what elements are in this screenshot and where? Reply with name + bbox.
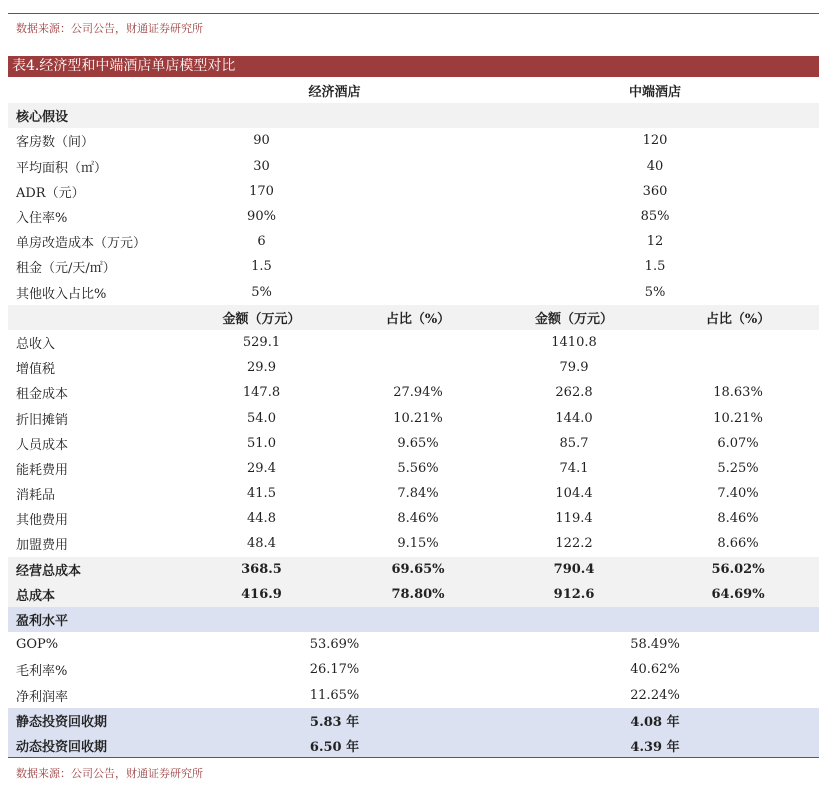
economy-value: 30 [253,158,270,174]
total-row [8,582,819,607]
midscale-value: 1.5 [644,259,666,275]
row-label: 毛利率% [16,664,68,680]
section-profit-label: 盈利水平 [8,607,819,632]
header-row [8,78,819,103]
row-label: 动态投资回收期 [8,733,178,758]
economy-share-header: 占比（%） [345,305,491,330]
midscale-value: 40.62% [630,662,680,678]
midscale-share: 5.25% [717,460,759,476]
economy-share: 5.56% [397,460,439,476]
table-row [8,179,819,204]
row-label: 折旧摊销 [16,412,69,428]
source-note-top: 数据来源：公司公告，财通证券研究所 [16,22,203,35]
row-label: 消耗品 [16,488,56,504]
table-row [8,128,819,153]
top-rule [8,13,819,14]
economy-share: 7.84% [397,486,439,502]
midscale-amount: 144.0 [555,410,593,426]
table-row [8,254,819,279]
midscale-value: 22.24% [630,687,680,703]
economy-amount: 54.0 [247,410,276,426]
hotel-model-table [8,78,819,758]
table-row [8,355,819,380]
row-label: 入住率% [16,211,68,227]
midscale-amount-header: 金额（万元） [491,305,657,330]
midscale-share: 8.46% [717,511,759,527]
economy-value: 26.17% [309,662,360,678]
row-label: ADR（元） [16,185,85,201]
economy-share: 27.94% [393,385,443,401]
midscale-amount: 1410.8 [551,334,597,350]
midscale-amount: 262.8 [555,385,593,401]
economy-amount: 48.4 [247,536,276,552]
row-label: 客房数（间） [16,135,95,151]
row-label: 平均面积（㎡） [16,160,108,176]
row-label: 加盟费用 [16,538,69,554]
economy-share: 9.65% [397,435,439,451]
economy-value: 11.65% [309,687,360,703]
table-row [8,431,819,456]
section-profit [8,607,819,632]
economy-value: 90 [253,133,270,149]
table-row [8,229,819,254]
table-row [8,657,819,682]
midscale-value: 85% [640,209,670,225]
midscale-value: 5% [644,284,666,300]
midscale-amount: 912.6 [491,582,657,607]
economy-amount: 147.8 [242,385,281,401]
midscale-share: 64.69% [657,582,819,607]
table-row [8,405,819,430]
midscale-amount: 119.4 [555,511,593,527]
row-label: 总收入 [16,336,56,352]
row-label: 租金（元/天/㎡） [16,261,116,277]
row-label: 其他收入占比% [16,286,107,302]
midscale-share: 7.40% [717,486,759,502]
economy-share [345,355,491,380]
midscale-share [657,330,819,355]
economy-value: 6.50 年 [178,733,491,758]
midscale-share: 10.21% [713,410,763,426]
midscale-value: 4.08 年 [491,708,819,733]
table-row [8,380,819,405]
row-label: 租金成本 [16,387,69,403]
economy-amount: 368.5 [178,557,345,582]
midscale-value: 40 [646,158,664,174]
economy-amount: 29.9 [247,360,276,376]
midscale-amount: 85.7 [559,435,589,451]
header-economy: 经济酒店 [308,85,361,101]
payback-row [8,733,819,758]
economy-amount: 529.1 [242,334,281,350]
economy-amount: 44.8 [247,511,276,527]
midscale-share: 18.63% [713,385,763,401]
table-row [8,154,819,179]
section-core [8,103,819,128]
midscale-share [657,355,819,380]
economy-share: 69.65% [345,557,491,582]
row-label: 总成本 [8,582,178,607]
header-midscale: 中端酒店 [629,85,682,101]
midscale-amount: 790.4 [491,557,657,582]
economy-amount: 416.9 [178,582,345,607]
bottom-rule [8,757,819,758]
table-row [8,531,819,556]
economy-value: 170 [249,183,274,199]
row-label: 能耗费用 [16,462,69,478]
payback-row [8,708,819,733]
economy-value: 53.69% [309,637,360,653]
table-title: 表4.经济型和中端酒店单店模型对比 [8,56,819,77]
row-label: 其他费用 [16,513,69,529]
table-row [8,683,819,708]
economy-value: 1.5 [251,259,272,275]
economy-value: 6 [257,234,266,250]
row-label: 单房改造成本（万元） [16,236,147,252]
economy-amount: 51.0 [247,435,276,451]
table-row [8,632,819,657]
midscale-value: 58.49% [630,637,680,653]
midscale-value: 4.39 年 [491,733,819,758]
row-label: 人员成本 [16,437,69,453]
midscale-value: 360 [642,183,668,199]
economy-amount: 29.4 [247,460,276,476]
table-row [8,280,819,305]
row-label: GOP% [16,637,59,653]
economy-value: 5% [251,284,272,300]
midscale-value: 120 [642,133,668,149]
economy-share: 9.15% [397,536,439,552]
midscale-amount: 104.4 [555,486,593,502]
row-label: 增值税 [16,362,56,378]
midscale-share: 8.66% [717,536,759,552]
table-row [8,506,819,531]
economy-value: 5.83 年 [178,708,491,733]
midscale-amount: 79.9 [559,360,589,376]
table-row [8,330,819,355]
midscale-amount: 74.1 [559,460,589,476]
midscale-amount: 122.2 [555,536,593,552]
economy-amount: 41.5 [247,486,276,502]
economy-value: 90% [247,209,276,225]
section-core-label: 核心假设 [8,103,819,128]
economy-share: 10.21% [393,410,443,426]
row-label: 静态投资回收期 [8,708,178,733]
economy-share: 78.80% [345,582,491,607]
midscale-share: 56.02% [657,557,819,582]
table-row [8,204,819,229]
table-row [8,481,819,506]
midscale-share: 6.07% [717,435,759,451]
midscale-value: 12 [646,234,664,250]
row-label: 净利润率 [16,689,69,705]
table-row [8,456,819,481]
total-row [8,557,819,582]
row-label: 经营总成本 [8,557,178,582]
source-note-bottom: 数据来源：公司公告，财通证券研究所 [16,767,203,780]
economy-amount-header: 金额（万元） [178,305,345,330]
sub-header-row [8,305,819,330]
economy-share: 8.46% [397,511,439,527]
midscale-share-header: 占比（%） [657,305,819,330]
economy-share [345,330,491,355]
